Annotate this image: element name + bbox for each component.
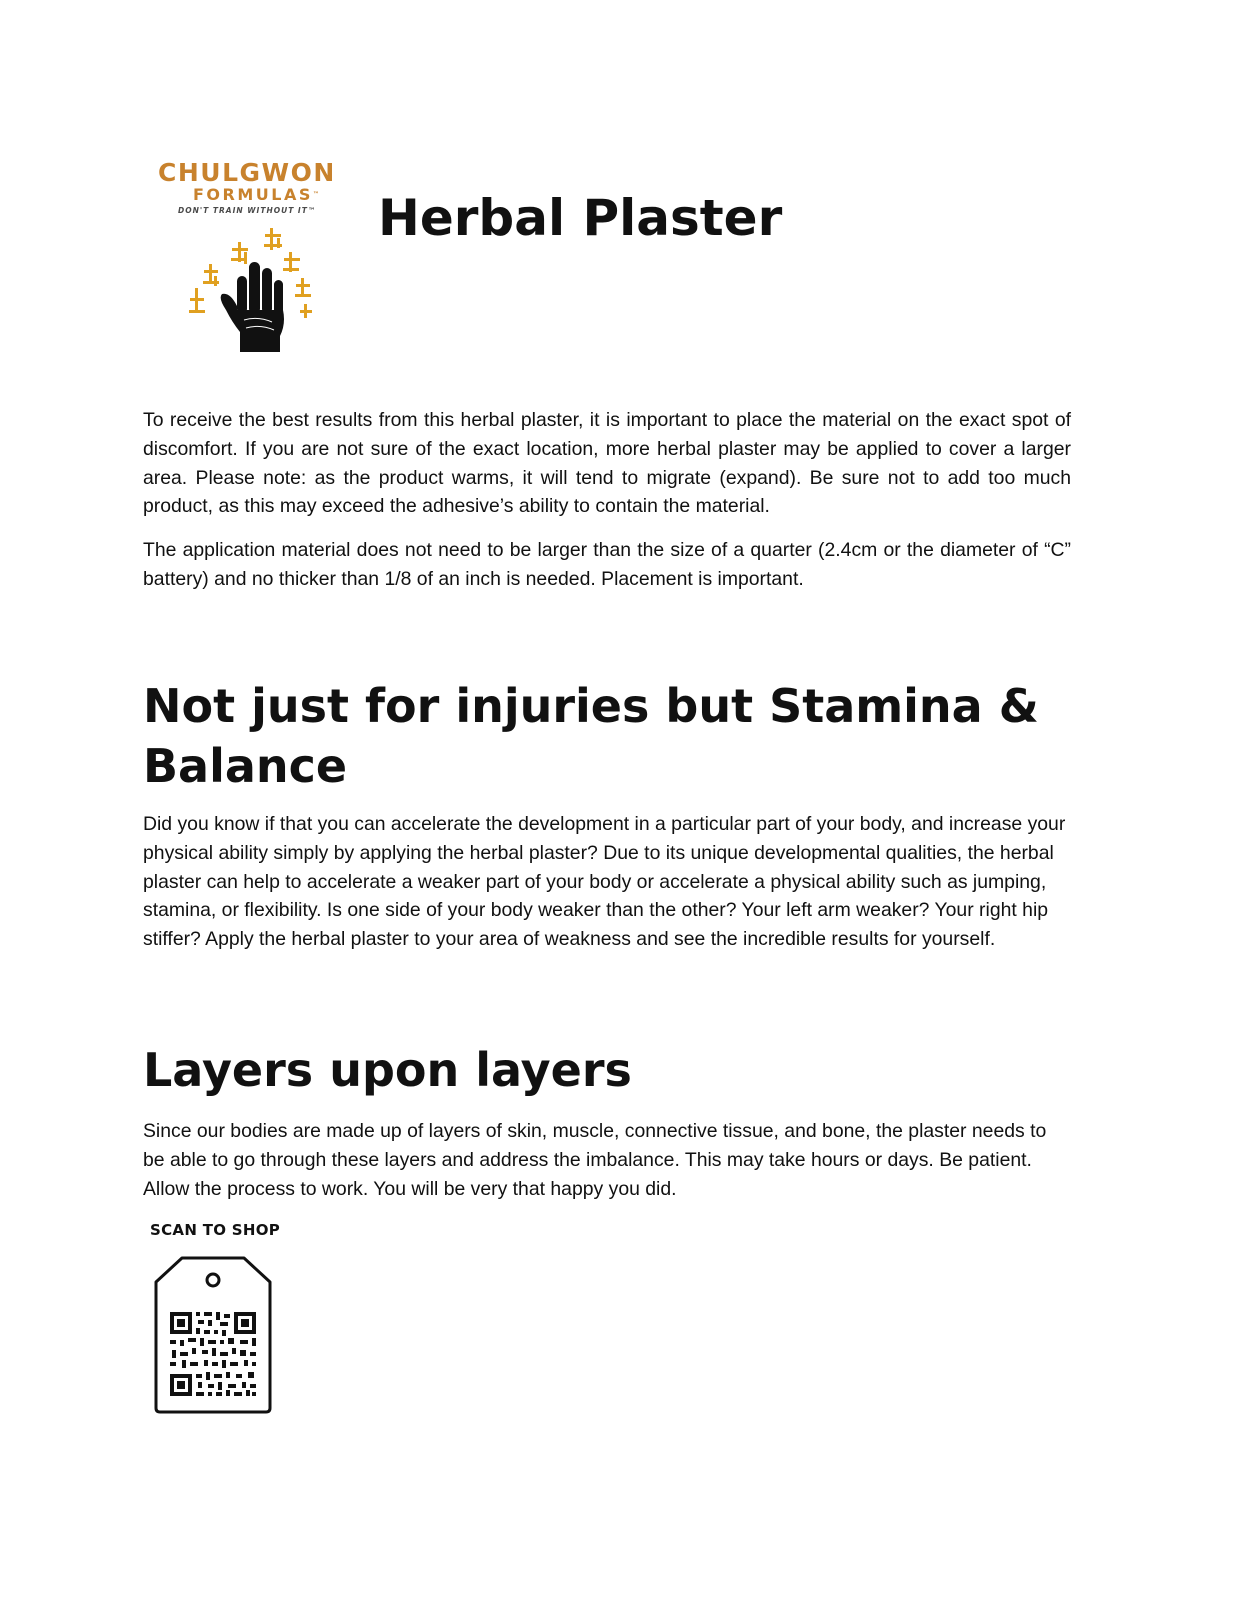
section-heading-layers: Layers upon layers (143, 1043, 632, 1097)
brand-logo (158, 160, 348, 352)
hand-icon (188, 226, 318, 352)
intro-paragraph-2: The application material does not need to be larger than the size of a quarter (2.4cm or the diameter of “C” battery) and no thicker than 1/8 of an inch is needed. Placement is important. (143, 539, 1071, 590)
logo-line2-text: FORMULAS (193, 185, 313, 204)
section-body-layers: Since our bodies are made up of layers of skin, muscle, connective tissue, and bone, the plaster needs to be able to go through these layers and address the imbalance. This may take hours or days. Be patient. Allow the process to work. You will be very that happy you did. (143, 1120, 1047, 1200)
intro-paragraph-1: To receive the best results from this herbal plaster, it is important to place the material on the exact spot of discomfort. If you are not sure of the exact location, more herbal plaster may be applied to cover a larger area. Please note: as the product warms, it will tend to migrate (expand). Be sure not to add too much product, as this may exceed the adhesive’s ability to contain the material. (143, 409, 1071, 518)
logo-line1: CHULGWON (158, 158, 336, 187)
section-body-stamina: Did you know if that you can accelerate the development in a particular part of your body, and increase your physical ability simply by applying the herbal plaster? Due to its unique developmental qualities, the herbal plaster can help to accelerate a weaker part of your body or accelerate a physical ability such as jumping, stamina, or flexibility. Is one side of your body weaker than the other? Your left arm weaker? Your right hip stiffer? Apply the herbal plaster to your area of weakness and see the incredible results for yourself. (143, 813, 1066, 951)
logo-tagline: DON'T TRAIN WITHOUT IT™ (178, 206, 317, 215)
logo-tm: ™ (312, 191, 322, 198)
qr-code-icon[interactable] (150, 1250, 276, 1416)
page-title: Herbal Plaster (378, 189, 783, 247)
scan-to-shop-label: SCAN TO SHOP (150, 1221, 281, 1239)
section-heading-stamina: Not just for injuries but Stamina & Balance (143, 679, 1039, 793)
logo-line2 (193, 186, 348, 204)
